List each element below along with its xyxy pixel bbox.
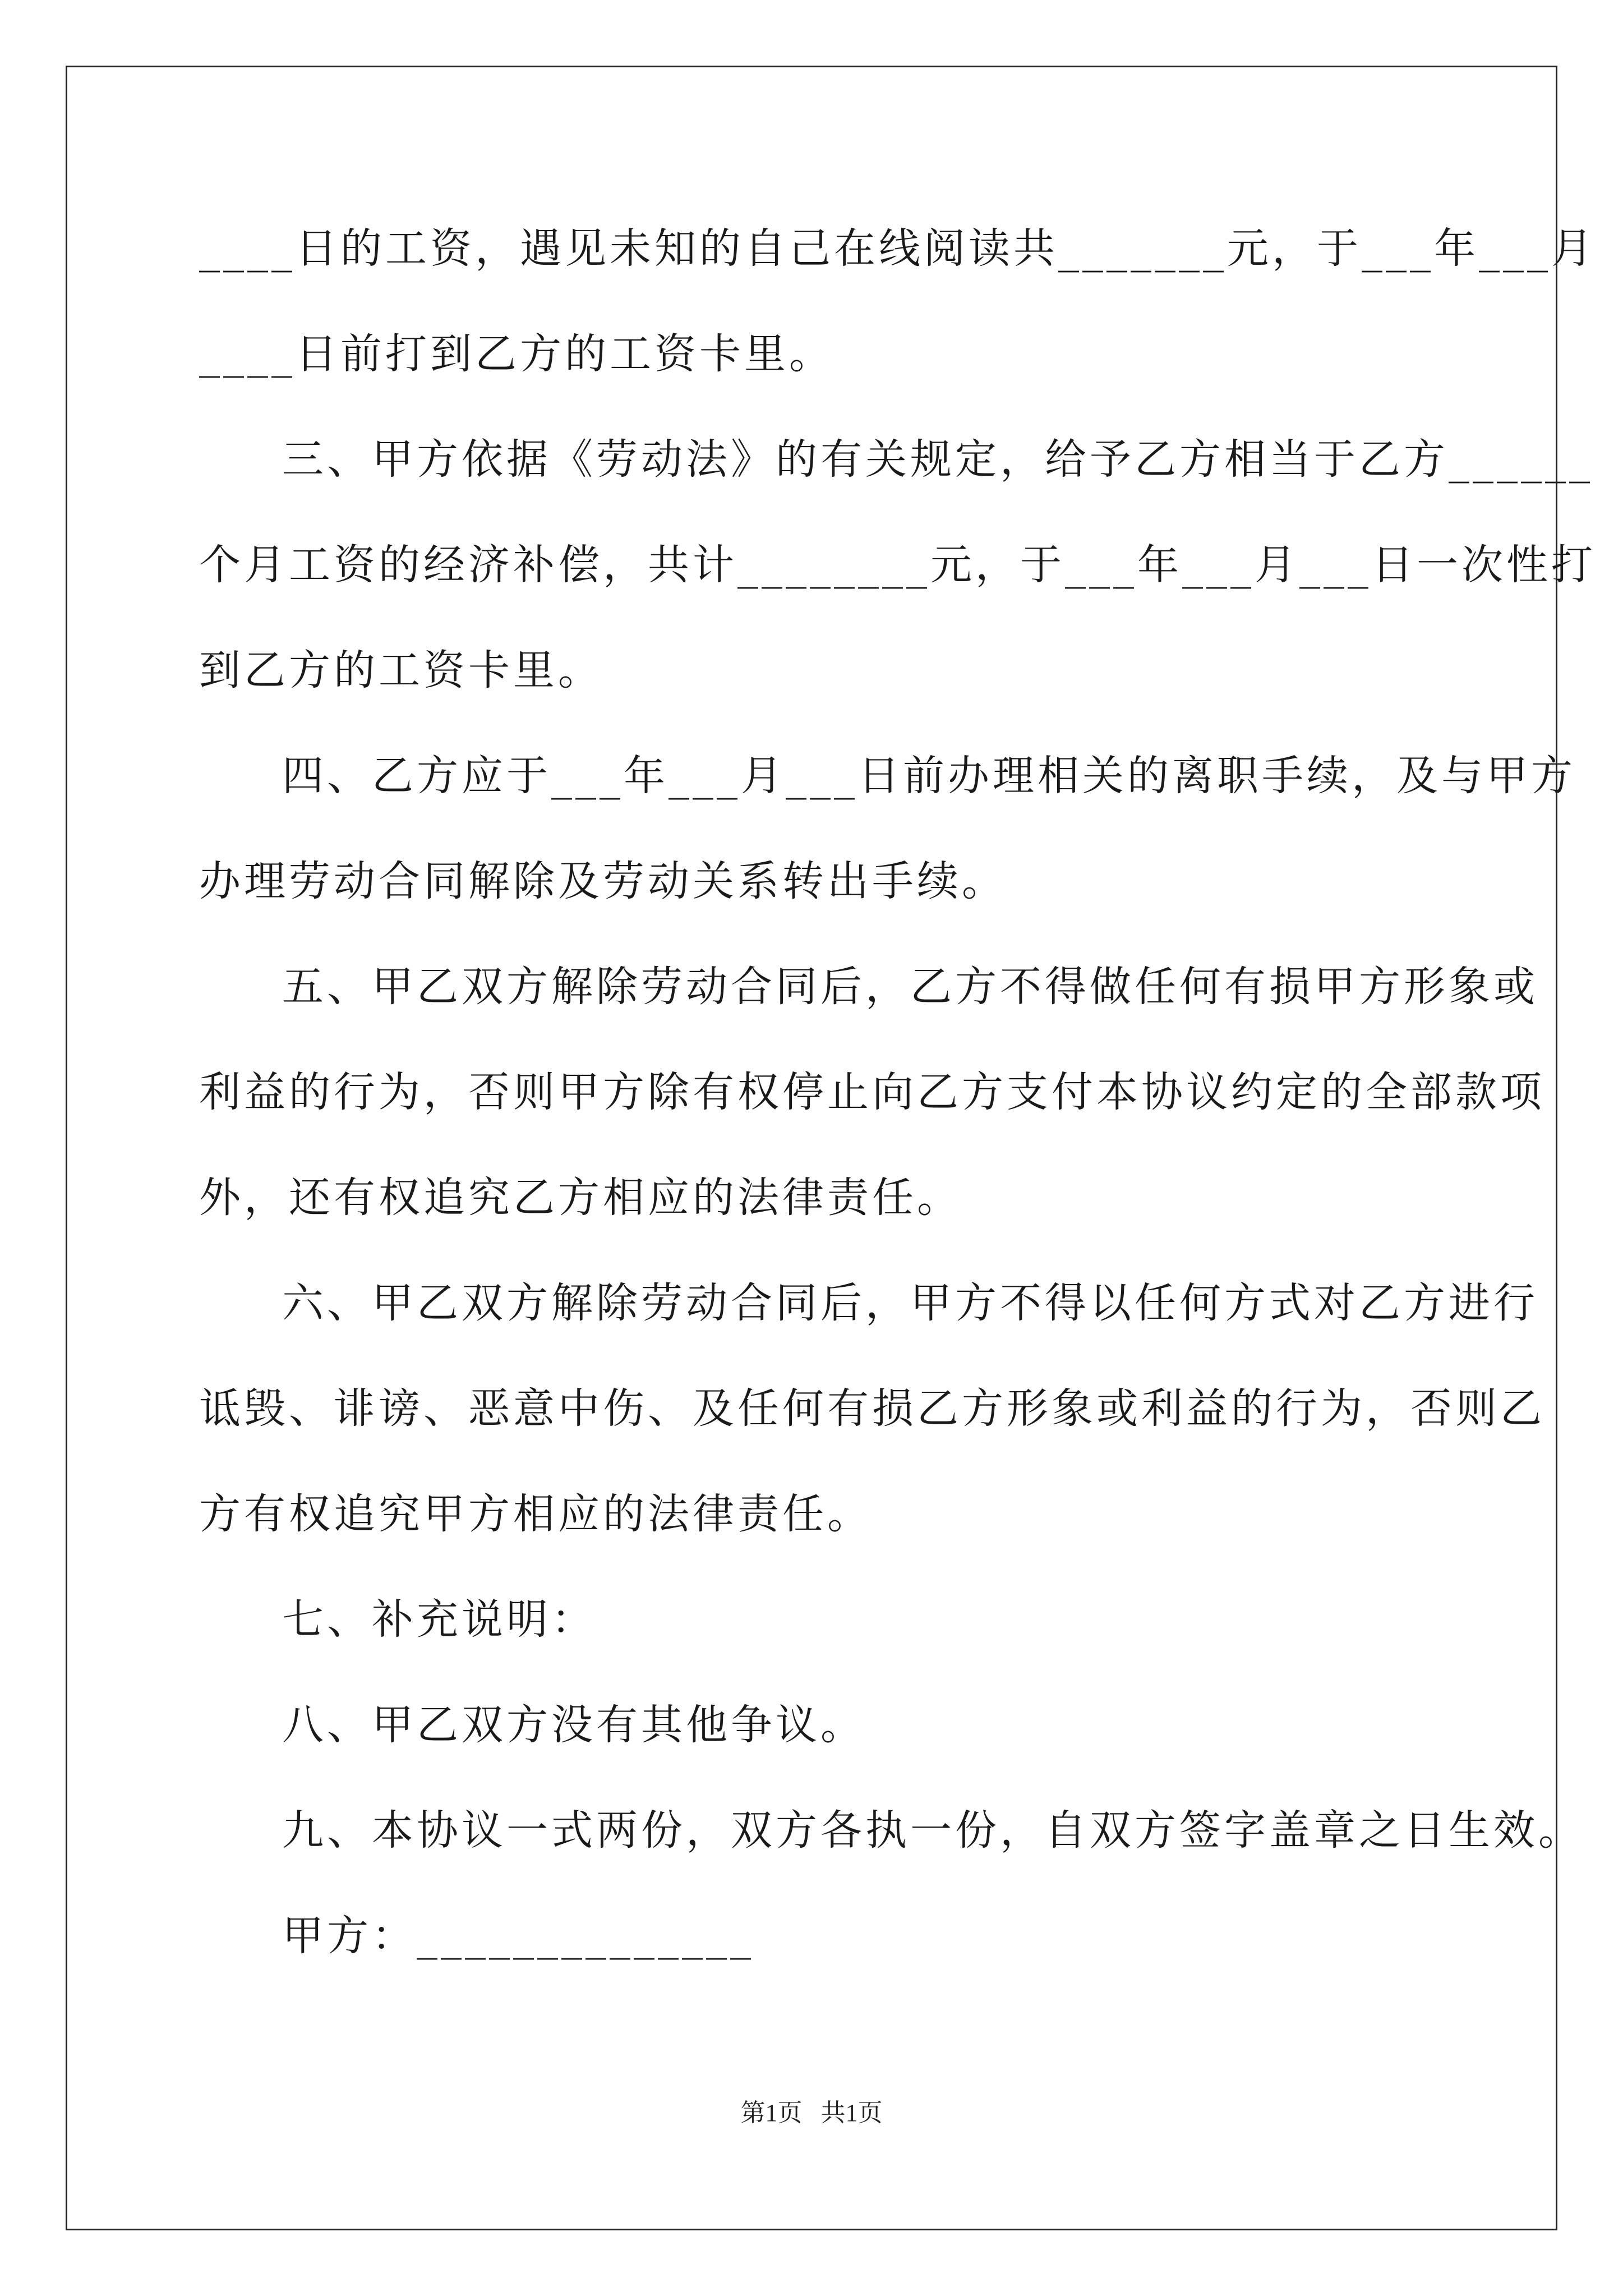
clause-6-line-3: 方有权追究甲方相应的法律责任。: [199, 1490, 872, 1538]
clause-5-line-3: 外，还有权追究乙方相应的法律责任。: [199, 1174, 962, 1222]
clause-4-line-1: 四、乙方应于___年___月___日前办理相关的离职手续，及与甲方: [282, 752, 1576, 800]
clause-8: 八、甲乙双方没有其他争议。: [282, 1701, 865, 1749]
clause-6-line-1: 六、甲乙双方解除劳动合同后，甲方不得以任何方式对乙方进行: [282, 1279, 1538, 1327]
clause-9: 九、本协议一式两份，双方各执一份，自双方签字盖章之日生效。: [282, 1806, 1583, 1855]
paragraph-line: ____日的工资，遇见未知的自己在线阅读共_______元，于___年___月: [199, 224, 1596, 273]
clause-6-line-2: 诋毁、诽谤、恶意中伤、及任何有损乙方形象或利益的行为，否则乙: [199, 1384, 1545, 1433]
paragraph-line: ____日前打到乙方的工资卡里。: [199, 330, 834, 378]
page-number: 第1页 共1页: [740, 2099, 883, 2127]
clause-5-line-2: 利益的行为，否则甲方除有权停止向乙方支付本协议约定的全部款项: [199, 1068, 1545, 1116]
clause-4-line-2: 办理劳动合同解除及劳动关系转出手续。: [199, 857, 1007, 905]
clause-7: 七、补充说明：: [282, 1595, 596, 1644]
document-body: [199, 222, 1596, 1963]
party-a-signature-line: 甲方：______________: [282, 1912, 754, 1960]
clause-3-line-1: 三、甲方依据《劳动法》的有关规定，给予乙方相当于乙方______: [282, 435, 1593, 484]
clause-3-line-2: 个月工资的经济补偿，共计________元，于___年___月___日一次性打: [199, 541, 1596, 589]
clause-5-line-1: 五、甲乙双方解除劳动合同后，乙方不得做任何有损甲方形象或: [282, 963, 1538, 1011]
clause-3-line-3: 到乙方的工资卡里。: [199, 646, 603, 694]
